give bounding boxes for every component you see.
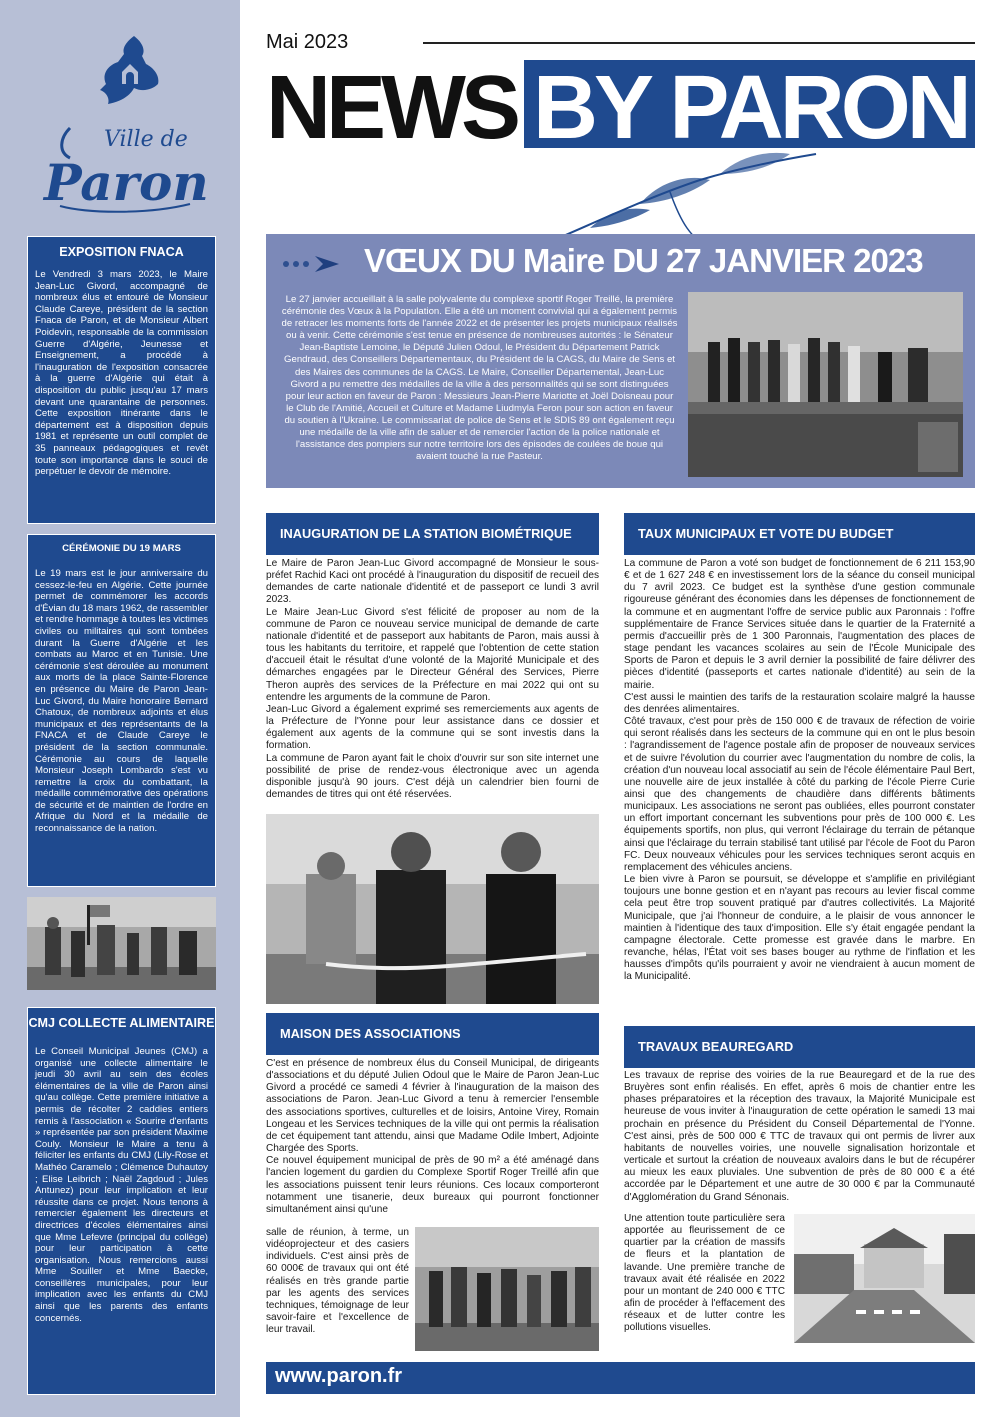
website-link[interactable]: www.paron.fr [275,1365,403,1387]
maison-text [266,1058,599,1216]
taux-p1: La commune de Paron a voté son budget de fonctionnement de 6 211 153,90 € et de 1 627 248 € en investissement lors de la séance du conseil municipal du 7 avril 2023. Ce budget est la synthèse d'une gestion communale rigoureuse générant des économies dans les dépenses de fonctionnement de la commune et en augmentant l'offre de service public aux Paronnais : l'offre supplémentaire de France Services située dans le quartier de la Fraternité a permis d'accueillir près de 1 300 Paronnais, l'augmentation des places de stage pendant les vacances scolaires au sein de l'École Municipale des Sports de Paron et depuis le 3 avril dernier la possibilité de faire délivrer des pièces d'identité (passeports et cartes nationale d'identité) au sein de la mairie. [624,558,975,691]
station-p3: Jean-Luc Givord a également exprimé ses remerciements aux agents de la Préfecture de l'Yonne pour leur assistance dans ce dossier et également aux agents de la commune qui se sont investis dans la formation. [266,703,599,752]
fnaca-title: EXPOSITION FNACA [59,245,184,259]
travaux-p2: Une attention toute particulière sera apportée au fleurissement de ce quartier par la création de massifs de fleurs et la plantation de lavande. Une première tranche de travaux avait été réalisée en 2022 pour un montant de 240 000 € TTC afin de procéder à l'effacement des réseaux et de lutter contre les pollutions visuelles. [624,1213,785,1334]
travaux-photo [794,1214,975,1343]
station-p4: La commune de Paron ayant fait le choix d'ouvrir sur son site internet une possibilité de prise de rendez-vous électronique avec un agenda disponible jusqu'à 90 jours. C'est déjà un calendrier bien fourni de demandes de titres qui ont été réservées. [266,752,599,800]
travaux-title: TRAVAUX BEAUREGARD [624,1026,975,1068]
station-photo [266,814,599,1004]
taux-p4: Le bien vivre à Paron se poursuit, se développe et s'amplifie en privilégiant toujours une bonne gestion et en n'ayant pas recours au levier fiscal comme cela peut être trop souvent pratiqué par d'autres collectivités. La Majorité Municipale, que j'ai l'honneur de conduire, a le plaisir de vous annoncer le maintien à l'identique des taux d'imposition. Elle s'y était engagée pendant la campagne électorale. Cette promesse est gravée dans le marbre. En revanche, hélas, l'État voit ses bases bouger au rythme de l'inflation et les hausses d'impôts qu'ils pourraient y avoir ne viendraient à aucun moment de la Municipalité. [624,874,975,983]
travaux-text-wrap [624,1213,785,1335]
voeux-text: Le 27 janvier accueillait à la salle polyvalente du complexe sportif Roger Treillé, la première cérémonie des Vœux à la Population. Elle a été un moment convivial qui a également permis de retracer les moments forts de l'année 2022 et de présenter les projets municipaux réalisés ou à venir. Cette cérémonie s'est tenue en présence de nombreuses autorités : le Sénateur Jean-Baptiste Lemoine, le Député Julien Odoul, le Président du Département Patrick Gendraud, des Conseillers Départementaux, du Président de la CAGS, du Maire de Sens et des Maires des communes de la CAGS. Le Maire, Conseiller Départemental, Jean-Luc Givord a pu remettre des médailles de la ville à des personnalités qui se sont distinguées pour leur action en faveur de Paron : Messieurs Jean-Pierre Mariotte et Joël Doisneau pour le Club de l'Amitié, Accueil et Culture et Madame Liudmyla Feron pour son action en faveur du soutien à l'Ukraine. Le commissariat de police de Sens et le SDIS 89 ont également reçu une médaille de la ville afin de saluer et de remercier l'action de la police nationale et l'assistance des pompiers sur notre territoire lors des épisodes de coulées de boue qui avaient touché la rue Pasteur. [281,294,678,463]
ceremonie-box [27,534,216,887]
station-text [266,558,599,801]
ville-de-paron-logo [30,28,210,218]
fnaca-box [27,236,216,524]
fnaca-text: Le Vendredi 3 mars 2023, le Maire Jean-Luc Givord, accompagné de nombreux élus et entouré de Monsieur Claude Careye, président de la section Fnaca de Paron, et de Monsieur Albert Poidevin, responsable de la commission Guerre d'Algérie, Jeunesse et Enseignement, a procédé à l'inauguration de l'exposition consacrée à la guerre d'Algérie qui était à disposition du public jusqu'au 17 mars devant une quarantaine de personnes. Cette exposition itinérante dans le département est à disposition depuis 1981 et représente un outil complet de 35 panneaux pédagogiques et revêt toute son importance dans le souci de perpétuer le devoir de mémoire. [35,269,208,478]
travaux-p1: Les travaux de reprise des voiries de la rue Beauregard et de la rue des Bruyères sont enfin réalisés. En effet, après 6 mois de chantier entre les phases préparatoires et la réception des travaux, la Majorité Municipale est heureuse de vous inviter à l'inauguration de cette opération le samedi 13 mai prochain en présence du Président du Conseil Départemental de l'Yonne. C'est ainsi, près de 500 000 € TTC de travaux qui ont permis de livrer aux habitants de nouvelles voiries, une nouvelle signalisation horizontale et verticale et surtout la création de nouveaux avaloirs dans le but de récupérer au mieux les eaux pluviales. Une subvention de près de 80 000 € a été accordée par le Département et une autre de 30 000 € par la Communauté d'Agglomération du Grand Sénonais. [624,1070,975,1203]
station-p2: Le Maire Jean-Luc Givord s'est félicité de proposer au nom de la commune de Paron ce nouveau service municipal de demande de carte nationale d'identité et de passeport aux habitants de Paron, mais aussi à tous les habitants du territoire, et rappelé que l'obtention de cette station d'accueil était le résultat d'une volonté de la Majorité Municipale et des démarches engagées par le Directeur Général des Services, Pierre Theron auprès des services de la Préfecture en mai 2022 qui ont su entendre les arguments de la commune de Paron. [266,606,599,703]
header-rule [423,42,975,44]
taux-p2: C'est aussi le maintien des tarifs de la restauration scolaire malgré la hausse des denrées alimentaires. [624,691,975,715]
maison-text-wrap [266,1227,409,1336]
station-title: INAUGURATION DE LA STATION BIOMÉTRIQUE [266,513,599,555]
maison-photo [415,1227,599,1351]
issue-date: Mai 2023 [266,31,349,53]
voeux-title: VŒUX DU Maire DU 27 JANVIER 2023 [364,242,923,279]
dots-arrow-icon [281,254,351,274]
ceremonie-title: CÉRÉMONIE DU 19 MARS [62,543,181,554]
masthead-news: NEWS [266,58,516,158]
svg-text:Ville de: Ville de [104,127,188,152]
station-p1: Le Maire de Paron Jean-Luc Givord accompagné de Monsieur le sous-préfet Rachid Kaci ont procédé à l'inauguration du dispositif de recueil des demandes de carte nationale d'identité et de passeport ce lundi 3 avril 2023. [266,558,599,606]
cmj-title: CMJ COLLECTE ALIMENTAIRE [28,1016,215,1030]
maison-title: MAISON DES ASSOCIATIONS [266,1013,599,1055]
maison-p1: C'est en présence de nombreux élus du Conseil Municipal, de dirigeants d'associations et du député Julien Odoul que le Maire de Paron Jean-Luc Givord a procédé ce samedi 4 février à l'inauguration de la maison des associations de Paron. Jean-Luc Givord a tenu à remercier l'ensemble des associations sportives, culturelles et de loisirs, Antoine Virey, Romain Longeau et les Services techniques de la ville qui ont permis la réalisation de cet équipement tant attendu, ainsi que Madame Odile Imbert, Adjointe Chargée des Sports. [266,1058,599,1155]
ceremonie-text: Le 19 mars est le jour anniversaire du cessez-le-feu en Algérie. Cette journée permet de commémorer les accords d'Évian du 18 mars 1962, de rassembler et rendre hommage à toutes les victimes civiles ou militaires qui sont tombées durant la Guerre d'Algérie et les combats au Maroc et en Tunisie. Une cérémonie s'est déroulée au monument aux morts de la place Sainte-Florence en présence du Maire de Paron Jean-Luc Givord, du Maire honoraire Bernard Chatoux, de nombreux adjoints et élus municipaux et des représentants de la FNACA et de Claude Careye le président de la section communale. Cérémonie au cours de laquelle Monsieur Joseph Lombardo s'est vu remettre la croix du combattant, la médaille commémorative des opérations de sécurité et de maintien de l'ordre en Afrique du Nord et la médaille de reconnaissance de la nation. [35,568,208,835]
taux-title: TAUX MUNICIPAUX ET VOTE DU BUDGET [624,513,975,555]
cmj-box [27,1007,216,1395]
taux-p3: Côté travaux, c'est pour près de 150 000 € de travaux de réfection de voirie qui seront réalisés dans les secteurs de la commune qui en ont le plus besoin : l'agrandissement de l'agence postale afin de proposer de nouveaux services et de suivre l'évolution du courrier avec l'augmentation du nombre de colis, la création d'un nouveau local associatif au sein de l'école élémentaire Paul Bert, une nouvelle aire de jeux installée à côté du parking de l'école Pierre Curie ainsi que des changements de chaudière dans différents bâtiments municipaux. Les associations ne seront pas oubliées, elles pourront constater un effort important concernant les subventions pour près de 100 000 €. Les équipements sportifs, non plus, qui verront l'éclairage du terrain de pétanque ainsi que l'éclairage du terrain stabilisé tant utilisé par l'école de Foot du Paron FC. Deux nouveaux véhicules pour les services techniques seront acquis en remplacement des véhicules anciens. [624,716,975,873]
cmj-text: Le Conseil Municipal Jeunes (CMJ) a organisé une collecte alimentaire le jeudi 30 avril au sein des écoles élémentaires de la ville de Paron ainsi qu'au collège. Cette première initiative a permis de récolter 2 caddies entiers remis à l'association « Sourire d'enfants » représentée par son président Maxime Couly. Monsieur le Maire a tenu à féliciter les enfants du CMJ (Lily-Rose et Mathéo Caramelo ; Clémence Duhautoy ; Elise Leibrich ; Naël Zagdoud ; Jules Antunez) pour leur implication et leur réussite dans ce projet. Nous tenons à remercier également les directeurs et directrices d'écoles élémentaires ainsi que Mme Lefevre (principal du collège) pour leur participation à cette organisation. Nous remercions aussi Mme Souiller et Mme Baecke, conseillères municipales, pour leur implication avec les enfants du CMJ ainsi que les parents des enfants concernés. [35,1046,208,1324]
maison-p3: salle de réunion, à terme, un vidéoprojecteur et des casiers individuels. C'est ainsi près de 60 000€ de travaux qui ont été réalisés en très grande partie par les agents des services techniques, témoignage de leur savoir-faire et l'excellence de leur travail. [266,1227,409,1336]
masthead-by-paron: BY PARON [533,58,968,158]
voeux-photo [688,292,963,477]
svg-text:Paron: Paron [44,153,209,212]
maison-p2: Ce nouvel équipement municipal de près de 90 m² a été aménagé dans l'ancien logement du gardien du Complexe Sportif Roger Treillé afin que les associations puissent tenir leurs réunions. Ces locaux comporteront notamment une tisanerie, deux bureaux qui pourront fonctionner simultanément ainsi qu'une [266,1155,599,1215]
taux-text [624,558,975,983]
travaux-text [624,1070,975,1204]
ceremonie-photo [27,897,216,990]
